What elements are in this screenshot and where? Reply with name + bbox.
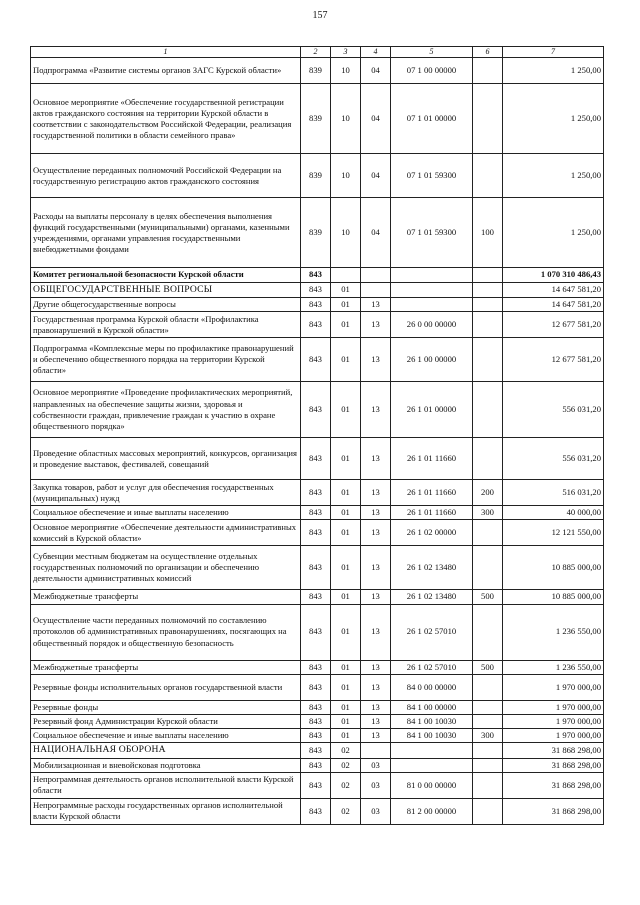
row-expense-type [473,382,503,438]
row-name: Непрограммные расходы государственных органов исполнительной власти Курской области [31,798,301,824]
row-gr-code: 843 [301,298,331,312]
row-amount: 1 250,00 [503,198,604,268]
row-gr-code: 843 [301,714,331,728]
row-section-code: 01 [331,660,361,674]
row-gr-code: 843 [301,438,331,480]
column-number: 5 [391,47,473,58]
row-target-article: 26 1 02 00000 [391,520,473,546]
row-amount: 1 970 000,00 [503,674,604,700]
row-expense-type [473,84,503,154]
row-expense-type [473,758,503,772]
table-row [31,154,604,198]
row-name: Резервные фонды исполнительных органов государственной власти [31,674,301,700]
row-section-code: 02 [331,743,361,758]
row-section-code: 10 [331,84,361,154]
row-name: Расходы на выплаты персоналу в целях обеспечения выполнения функций государственными (муниципальными) органами, казенными учреждениями, органами управления государственными внебюджетными фондами [31,198,301,268]
row-target-article: 26 1 00 00000 [391,338,473,382]
row-amount: 12 121 550,00 [503,520,604,546]
row-subsection-code: 03 [361,772,391,798]
row-name: Проведение областных массовых мероприятий, конкурсов, организация и проведение выставок, фестивалей, совещаний [31,438,301,480]
row-target-article: 84 1 00 10030 [391,714,473,728]
row-gr-code: 843 [301,268,331,282]
row-expense-type [473,154,503,198]
table-row [31,382,604,438]
row-section-code: 10 [331,154,361,198]
table-row [31,438,604,480]
row-target-article: 26 1 02 13480 [391,546,473,590]
row-subsection-code: 04 [361,198,391,268]
row-amount: 31 868 298,00 [503,743,604,758]
row-target-article [391,743,473,758]
row-subsection-code: 04 [361,154,391,198]
row-expense-type [473,772,503,798]
row-target-article: 81 2 00 00000 [391,798,473,824]
row-gr-code: 843 [301,590,331,604]
row-name: Подпрограмма «Комплексные меры по профилактике правонарушений и обеспечению общественного порядка на территории Курской области» [31,338,301,382]
row-subsection-code: 13 [361,338,391,382]
row-section-code: 01 [331,298,361,312]
column-number: 2 [301,47,331,58]
table-row [31,298,604,312]
row-subsection-code: 13 [361,660,391,674]
row-target-article: 26 0 00 00000 [391,312,473,338]
row-subsection-code: 13 [361,546,391,590]
row-expense-type [473,714,503,728]
row-name: НАЦИОНАЛЬНАЯ ОБОРОНА [31,743,301,758]
row-amount: 10 885 000,00 [503,546,604,590]
row-expense-type [473,338,503,382]
column-number: 7 [503,47,604,58]
row-subsection-code: 04 [361,58,391,84]
row-section-code: 01 [331,338,361,382]
row-subsection-code [361,282,391,297]
table-row [31,520,604,546]
budget-rows [31,58,604,824]
row-section-code: 01 [331,382,361,438]
table-row [31,590,604,604]
column-number: 1 [31,47,301,58]
row-gr-code: 843 [301,520,331,546]
row-subsection-code: 13 [361,382,391,438]
table-row [31,743,604,758]
row-gr-code: 843 [301,480,331,506]
row-gr-code: 843 [301,312,331,338]
row-subsection-code [361,743,391,758]
row-expense-type [473,798,503,824]
row-amount: 516 031,20 [503,480,604,506]
row-expense-type: 100 [473,198,503,268]
row-subsection-code: 13 [361,714,391,728]
row-amount: 1 970 000,00 [503,714,604,728]
row-name: Резервный фонд Администрации Курской области [31,714,301,728]
row-gr-code: 843 [301,743,331,758]
row-section-code: 01 [331,590,361,604]
row-subsection-code: 03 [361,758,391,772]
column-number: 3 [331,47,361,58]
row-name: Мобилизационная и вневойсковая подготовка [31,758,301,772]
row-target-article: 26 1 01 11660 [391,480,473,506]
row-target-article: 07 1 01 00000 [391,84,473,154]
row-gr-code: 843 [301,772,331,798]
row-expense-type: 200 [473,480,503,506]
row-amount: 14 647 581,20 [503,298,604,312]
row-subsection-code: 13 [361,312,391,338]
row-expense-type: 300 [473,506,503,520]
row-target-article: 07 1 01 59300 [391,198,473,268]
row-subsection-code: 13 [361,729,391,743]
row-expense-type [473,58,503,84]
row-gr-code: 843 [301,604,331,660]
row-section-code: 01 [331,312,361,338]
table-row [31,758,604,772]
row-amount: 1 970 000,00 [503,729,604,743]
row-gr-code: 843 [301,660,331,674]
table-row [31,268,604,282]
budget-table [30,46,604,825]
row-name: Другие общегосударственные вопросы [31,298,301,312]
row-target-article: 84 0 00 00000 [391,674,473,700]
row-expense-type: 500 [473,590,503,604]
table-row [31,700,604,714]
row-gr-code: 843 [301,674,331,700]
row-name: Непрограммная деятельность органов исполнительной власти Курской области [31,772,301,798]
row-amount: 14 647 581,20 [503,282,604,297]
table-row [31,480,604,506]
row-target-article: 84 1 00 00000 [391,700,473,714]
row-expense-type: 500 [473,660,503,674]
row-amount: 10 885 000,00 [503,590,604,604]
row-amount: 1 236 550,00 [503,604,604,660]
row-subsection-code: 03 [361,798,391,824]
table-row [31,674,604,700]
column-number: 6 [473,47,503,58]
row-subsection-code [361,268,391,282]
row-section-code: 01 [331,438,361,480]
row-gr-code: 843 [301,798,331,824]
row-section-code: 01 [331,282,361,297]
row-section-code: 01 [331,714,361,728]
row-target-article: 26 1 02 57010 [391,660,473,674]
row-expense-type [473,298,503,312]
row-amount: 1 250,00 [503,154,604,198]
row-amount: 1 970 000,00 [503,700,604,714]
row-amount: 556 031,20 [503,382,604,438]
row-subsection-code: 13 [361,480,391,506]
table-row [31,506,604,520]
table-row [31,714,604,728]
row-target-article [391,282,473,297]
row-expense-type [473,743,503,758]
row-amount: 1 250,00 [503,84,604,154]
row-target-article: 07 1 00 00000 [391,58,473,84]
row-gr-code: 843 [301,546,331,590]
row-subsection-code: 13 [361,604,391,660]
row-target-article [391,268,473,282]
row-subsection-code: 04 [361,84,391,154]
row-section-code: 01 [331,604,361,660]
row-section-code [331,268,361,282]
row-name: Резервные фонды [31,700,301,714]
row-name: Социальное обеспечение и иные выплаты населению [31,729,301,743]
row-gr-code: 839 [301,58,331,84]
row-subsection-code: 13 [361,506,391,520]
row-subsection-code: 13 [361,674,391,700]
row-expense-type [473,282,503,297]
table-row [31,604,604,660]
row-gr-code: 843 [301,338,331,382]
row-target-article [391,298,473,312]
row-amount: 31 868 298,00 [503,798,604,824]
row-section-code: 02 [331,772,361,798]
row-gr-code: 843 [301,700,331,714]
row-name: Основное мероприятие «Обеспечение деятельности административных комиссий в Курской области» [31,520,301,546]
table-row [31,772,604,798]
row-section-code: 01 [331,520,361,546]
row-gr-code: 843 [301,382,331,438]
table-row [31,729,604,743]
row-section-code: 10 [331,198,361,268]
row-gr-code: 839 [301,84,331,154]
row-target-article: 26 1 01 00000 [391,382,473,438]
row-amount: 1 070 310 486,43 [503,268,604,282]
column-number: 4 [361,47,391,58]
row-expense-type [473,700,503,714]
row-target-article: 81 0 00 00000 [391,772,473,798]
row-expense-type: 300 [473,729,503,743]
row-gr-code: 843 [301,729,331,743]
table-row [31,798,604,824]
row-section-code: 02 [331,798,361,824]
row-name: Межбюджетные трансферты [31,590,301,604]
row-target-article: 26 1 01 11660 [391,506,473,520]
row-subsection-code: 13 [361,298,391,312]
row-target-article: 26 1 02 57010 [391,604,473,660]
row-amount: 12 677 581,20 [503,338,604,382]
row-amount: 31 868 298,00 [503,758,604,772]
row-section-code: 01 [331,674,361,700]
row-target-article: 84 1 00 10030 [391,729,473,743]
row-gr-code: 843 [301,282,331,297]
row-amount: 12 677 581,20 [503,312,604,338]
row-expense-type [473,604,503,660]
row-target-article: 07 1 01 59300 [391,154,473,198]
row-section-code: 01 [331,546,361,590]
row-name: Социальное обеспечение и иные выплаты населению [31,506,301,520]
row-amount: 31 868 298,00 [503,772,604,798]
row-name: Основное мероприятие «Проведение профилактических мероприятий, направленных на обеспечение защиты жизни, здоровья и собственности граждан, привлечение граждан к участию в охране общественного порядка» [31,382,301,438]
row-gr-code: 843 [301,758,331,772]
row-section-code: 01 [331,506,361,520]
row-name: Основное мероприятие «Обеспечение государственной регистрации актов гражданского состояния на территории Курской области в соответствии с законодательством Российской Федерации, реализация государственной политики в области семейного права» [31,84,301,154]
row-amount: 40 000,00 [503,506,604,520]
row-name: Осуществление переданных полномочий Российской Федерации на государственную регистрацию актов гражданского состояния [31,154,301,198]
table-row [31,312,604,338]
row-gr-code: 839 [301,198,331,268]
row-target-article [391,758,473,772]
row-expense-type [473,268,503,282]
row-gr-code: 843 [301,506,331,520]
row-name: Государственная программа Курской области «Профилактика правонарушений в Курской области» [31,312,301,338]
row-subsection-code: 13 [361,700,391,714]
table-row [31,546,604,590]
row-name: Комитет региональной безопасности Курской области [31,268,301,282]
row-name: Закупка товаров, работ и услуг для обеспечения государственных (муниципальных) нужд [31,480,301,506]
row-subsection-code: 13 [361,438,391,480]
row-subsection-code: 13 [361,520,391,546]
row-subsection-code: 13 [361,590,391,604]
row-name: ОБЩЕГОСУДАРСТВЕННЫЕ ВОПРОСЫ [31,282,301,297]
table-row [31,58,604,84]
row-section-code: 01 [331,480,361,506]
row-amount: 1 250,00 [503,58,604,84]
row-section-code: 01 [331,729,361,743]
row-target-article: 26 1 02 13480 [391,590,473,604]
page-number: 157 [312,10,328,21]
table-row [31,84,604,154]
column-number-row [31,47,604,58]
row-expense-type [473,438,503,480]
row-expense-type [473,546,503,590]
table-row [31,282,604,297]
row-name: Подпрограмма «Развитие системы органов ЗАГС Курской области» [31,58,301,84]
table-row [31,338,604,382]
row-amount: 1 236 550,00 [503,660,604,674]
row-name: Межбюджетные трансферты [31,660,301,674]
row-name: Осуществление части переданных полномочий по составлению протоколов об административных правонарушениях, посягающих на общественный порядок и общественную безопасность [31,604,301,660]
row-section-code: 01 [331,700,361,714]
row-expense-type [473,520,503,546]
table-row [31,198,604,268]
row-expense-type [473,674,503,700]
table-row [31,660,604,674]
row-expense-type [473,312,503,338]
row-name: Субвенции местным бюджетам на осуществление отдельных государственных полномочий по организации и обеспечению деятельности административных комиссий [31,546,301,590]
row-amount: 556 031,20 [503,438,604,480]
row-target-article: 26 1 01 11660 [391,438,473,480]
row-gr-code: 839 [301,154,331,198]
row-section-code: 10 [331,58,361,84]
row-section-code: 02 [331,758,361,772]
